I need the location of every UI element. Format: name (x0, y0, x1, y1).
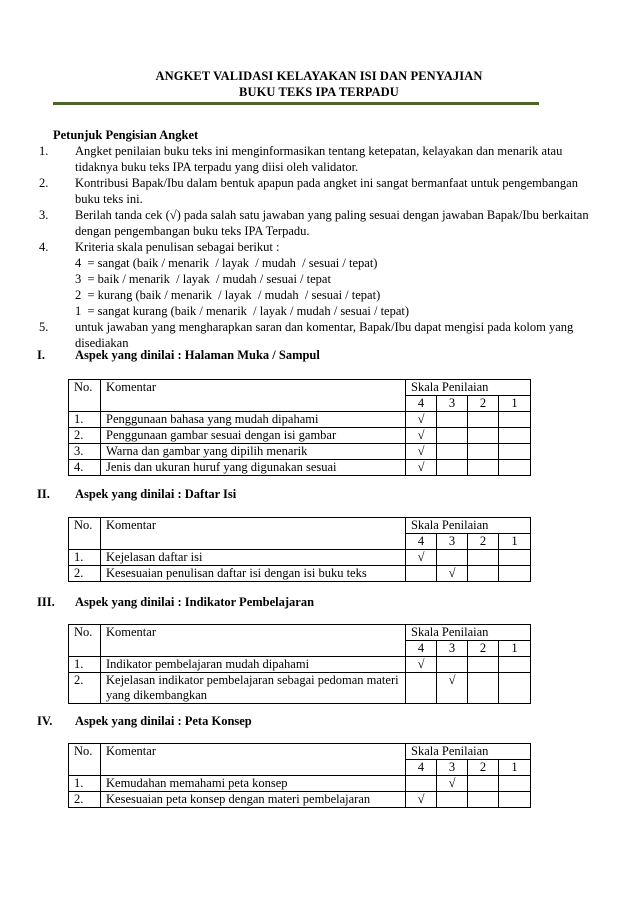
instruction-text: Kontribusi Bapak/Ibu dalam bentuk apapun pada angket ini sangat bermanfaat untuk pengembangan buku teks ini. (75, 176, 578, 206)
table-header-row (69, 518, 531, 534)
table-row (69, 566, 531, 582)
header-scale: Skala Penilaian (406, 625, 531, 641)
header-scale-3: 3 (437, 534, 468, 550)
instruction-number: 2. (39, 176, 49, 190)
section-title-text: Aspek yang dinilai : Indikator Pembelajaran (75, 595, 315, 609)
instruction-text: Angket penilaian buku teks ini menginformasikan tentang ketepatan, kelayakan dan menarik atau tidaknya buku teks IPA terpadu yang diisi oleh validator. (75, 144, 563, 174)
score-cell-1 (499, 566, 531, 582)
check-mark: √ (417, 428, 425, 442)
row-comment: Kesesuaian penulisan daftar isi dengan isi buku teks (101, 566, 406, 582)
row-number: 2. (69, 673, 101, 704)
criteria-item: 2 = kurang (baik / menarik / layak / mudah / sesuai / tepat) (75, 288, 381, 302)
section-title (37, 594, 597, 610)
section-roman-numeral: II. (37, 487, 50, 501)
criteria-item: 3 = baik / menarik / layak / mudah / sesuai / tepat (75, 272, 331, 286)
table-row (69, 428, 531, 444)
instruction-item (37, 175, 592, 207)
score-cell-1 (499, 412, 531, 428)
row-number: 2. (69, 428, 101, 444)
section-title (37, 347, 597, 363)
score-cell-1 (499, 673, 531, 704)
row-comment: Penggunaan bahasa yang mudah dipahami (101, 412, 406, 428)
instruction-number: 4. (39, 240, 49, 254)
table-row (69, 776, 531, 792)
section-title-text: Aspek yang dinilai : Daftar Isi (75, 487, 237, 501)
header-scale-3: 3 (437, 641, 468, 657)
score-cell-1 (499, 460, 531, 476)
row-comment: Penggunaan gambar sesuai dengan isi gambar (101, 428, 406, 444)
header-comment: Komentar (101, 625, 406, 657)
check-mark: √ (448, 673, 456, 687)
score-cell-2 (468, 550, 499, 566)
instruction-number: 5. (39, 320, 49, 334)
row-comment: Jenis dan ukuran huruf yang digunakan sesuai (101, 460, 406, 476)
rating-table (68, 379, 531, 476)
header-scale-2: 2 (468, 396, 499, 412)
score-cell-3 (437, 460, 468, 476)
rating-table (68, 624, 531, 704)
row-number: 1. (69, 550, 101, 566)
score-cell-2 (468, 792, 499, 808)
header-comment: Komentar (101, 380, 406, 412)
instruction-number: 3. (39, 208, 49, 222)
header-scale-1: 1 (499, 534, 531, 550)
header-no: No. (69, 518, 101, 550)
row-number: 1. (69, 412, 101, 428)
header-scale-2: 2 (468, 760, 499, 776)
score-cell-3 (437, 566, 468, 582)
table-header-row (69, 744, 531, 760)
section-roman-numeral: IV. (37, 714, 53, 728)
criteria-item: 4 = sangat (baik / menarik / layak / mudah / sesuai / tepat) (75, 256, 378, 270)
document-title-line1: ANGKET VALIDASI KELAYAKAN ISI DAN PENYAJIAN (155, 69, 483, 83)
table-row (69, 792, 531, 808)
score-cell-1 (499, 444, 531, 460)
table-row (69, 550, 531, 566)
header-scale-3: 3 (437, 760, 468, 776)
table-row (69, 460, 531, 476)
header-scale-4: 4 (406, 760, 437, 776)
score-cell-4 (406, 657, 437, 673)
table-row (69, 444, 531, 460)
rating-table (68, 743, 531, 808)
score-cell-4 (406, 792, 437, 808)
document-title-line2: BUKU TEKS IPA TERPADU (239, 85, 399, 99)
score-cell-4 (406, 673, 437, 704)
header-scale: Skala Penilaian (406, 518, 531, 534)
header-scale-1: 1 (499, 760, 531, 776)
header-scale-4: 4 (406, 641, 437, 657)
score-cell-2 (468, 776, 499, 792)
score-cell-1 (499, 657, 531, 673)
check-mark: √ (417, 460, 425, 474)
check-mark: √ (417, 412, 425, 426)
header-scale-1: 1 (499, 396, 531, 412)
table-row (69, 673, 531, 704)
score-cell-2 (468, 428, 499, 444)
score-cell-2 (468, 673, 499, 704)
row-comment: Indikator pembelajaran mudah dipahami (101, 657, 406, 673)
row-comment: Kejelasan indikator pembelajaran sebagai pedoman materi yang dikembangkan (101, 673, 406, 704)
check-mark: √ (417, 444, 425, 458)
score-cell-1 (499, 776, 531, 792)
score-cell-3 (437, 673, 468, 704)
score-cell-3 (437, 792, 468, 808)
rating-table (68, 517, 531, 582)
section-title (37, 713, 597, 729)
header-scale: Skala Penilaian (406, 744, 531, 760)
score-cell-4 (406, 550, 437, 566)
instruction-number: 1. (39, 144, 49, 158)
score-cell-2 (468, 444, 499, 460)
score-cell-3 (437, 412, 468, 428)
row-comment: Warna dan gambar yang dipilih menarik (101, 444, 406, 460)
score-cell-3 (437, 428, 468, 444)
instruction-text: Kriteria skala penulisan sebagai berikut : (75, 240, 280, 254)
check-mark: √ (417, 792, 425, 806)
criteria-item: 1 = sangat kurang (baik / menarik / layak / mudah / sesuai / tepat) (75, 304, 410, 318)
score-cell-2 (468, 566, 499, 582)
score-cell-1 (499, 428, 531, 444)
score-cell-2 (468, 657, 499, 673)
row-number: 1. (69, 657, 101, 673)
row-number: 4. (69, 460, 101, 476)
table-header-row (69, 625, 531, 641)
row-number: 3. (69, 444, 101, 460)
check-mark: √ (448, 566, 456, 580)
table-row (69, 657, 531, 673)
section-title-text: Aspek yang dinilai : Peta Konsep (75, 714, 252, 728)
score-cell-3 (437, 657, 468, 673)
score-cell-2 (468, 412, 499, 428)
header-scale-4: 4 (406, 396, 437, 412)
instruction-item (37, 143, 592, 175)
title-divider (53, 102, 539, 105)
score-cell-1 (499, 792, 531, 808)
instructions-heading: Petunjuk Pengisian Angket (53, 128, 199, 142)
header-scale: Skala Penilaian (406, 380, 531, 396)
score-cell-3 (437, 444, 468, 460)
header-scale-3: 3 (437, 396, 468, 412)
check-mark: √ (417, 657, 425, 671)
score-cell-4 (406, 412, 437, 428)
row-number: 2. (69, 566, 101, 582)
score-cell-4 (406, 428, 437, 444)
check-mark: √ (417, 550, 425, 564)
score-cell-4 (406, 566, 437, 582)
header-no: No. (69, 380, 101, 412)
instruction-item (37, 207, 592, 239)
criteria-list (75, 255, 592, 319)
row-number: 1. (69, 776, 101, 792)
score-cell-2 (468, 460, 499, 476)
score-cell-4 (406, 776, 437, 792)
table-row (69, 412, 531, 428)
score-cell-3 (437, 776, 468, 792)
header-scale-2: 2 (468, 534, 499, 550)
instruction-text: Berilah tanda cek (√) pada salah satu jawaban yang paling sesuai dengan jawaban Bapak/Ibu berkaitan dengan pengembangan buku teks IPA Terpadu. (75, 208, 589, 238)
section-roman-numeral: I. (37, 348, 45, 362)
header-scale-2: 2 (468, 641, 499, 657)
table-header-row (69, 380, 531, 396)
header-scale-1: 1 (499, 641, 531, 657)
row-comment: Kejelasan daftar isi (101, 550, 406, 566)
header-comment: Komentar (101, 518, 406, 550)
score-cell-1 (499, 550, 531, 566)
section-title-text: Aspek yang dinilai : Halaman Muka / Sampul (75, 348, 320, 362)
row-number: 2. (69, 792, 101, 808)
row-comment: Kemudahan memahami peta konsep (101, 776, 406, 792)
header-no: No. (69, 625, 101, 657)
header-no: No. (69, 744, 101, 776)
row-comment: Kesesuaian peta konsep dengan materi pembelajaran (101, 792, 406, 808)
score-cell-4 (406, 444, 437, 460)
instruction-text: untuk jawaban yang mengharapkan saran dan komentar, Bapak/Ibu dapat mengisi pada kolom yang disediakan (75, 320, 574, 350)
section-title (37, 486, 597, 502)
section-roman-numeral: III. (37, 595, 55, 609)
header-comment: Komentar (101, 744, 406, 776)
header-scale-4: 4 (406, 534, 437, 550)
instructions-list (37, 143, 592, 351)
check-mark: √ (448, 776, 456, 790)
score-cell-4 (406, 460, 437, 476)
instruction-item (37, 239, 592, 319)
score-cell-3 (437, 550, 468, 566)
